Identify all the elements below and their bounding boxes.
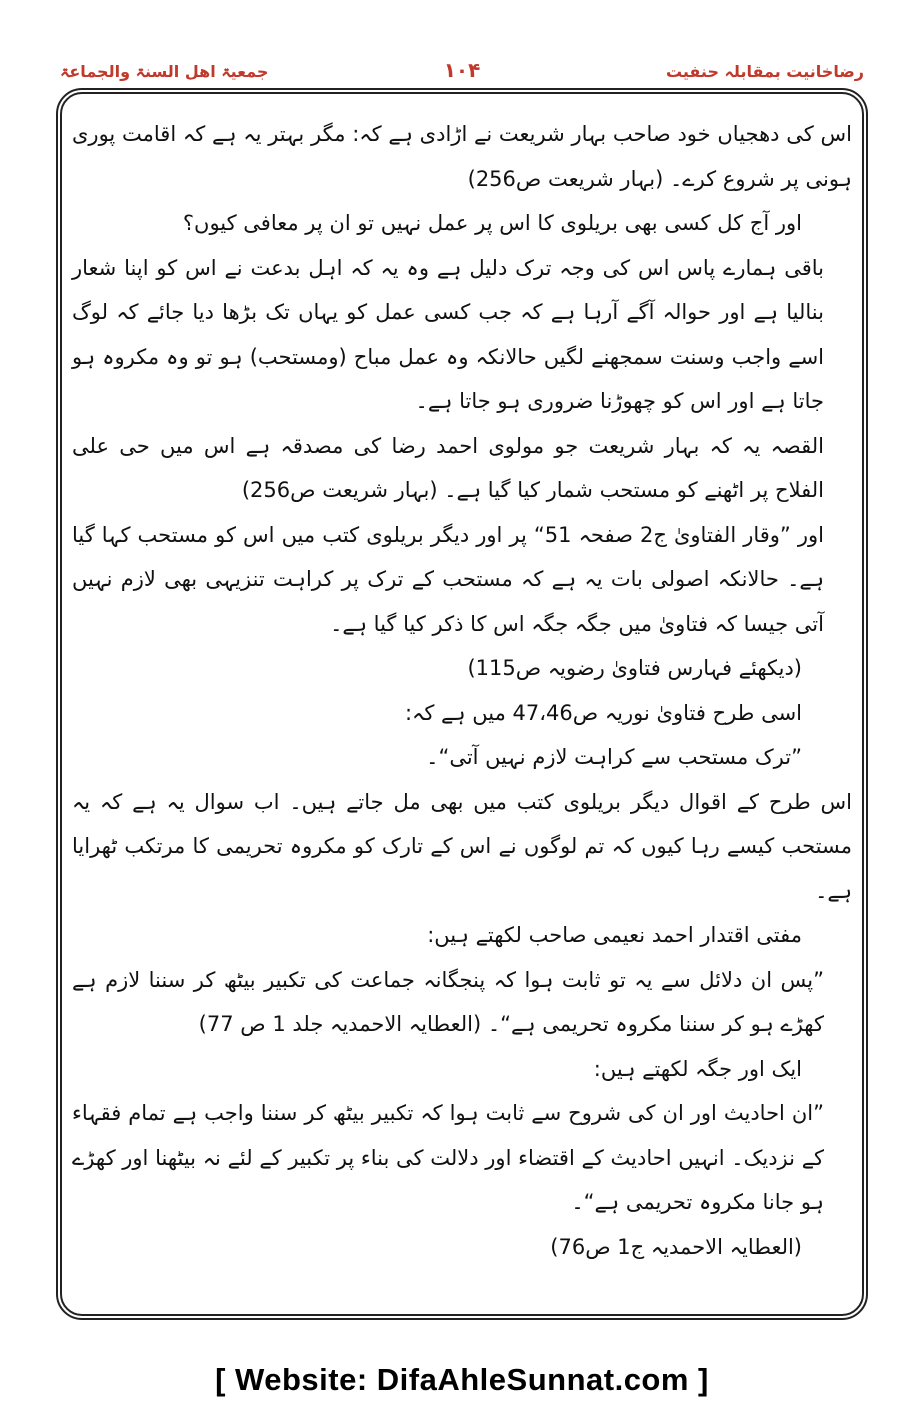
quote: ”ترک مستحب سے کراہت لازم نہیں آتی“۔ xyxy=(426,745,802,769)
paragraph: ایک اور جگہ لکھتے ہیں: xyxy=(593,1056,802,1081)
quote: ”پس ان دلائل سے یہ تو ثابت ہوا کہ پنجگانہ جماعت کی تکبیر بیٹھ کر سننا لازم ہے کھڑے ہو کر سننا مکروہ تحریمی ہے“۔ (العطایہ الاحمدیہ جلد 1 ص 77) xyxy=(72,967,824,1036)
header-left-title: جمعیۃ اھل السنۃ والجماعۃ xyxy=(60,62,269,81)
paragraph: باقی ہمارے پاس اس کی وجہ ترک دلیل ہے وہ یہ کہ اہل بدعت نے اس کو اپنا شعار بنالیا ہے اور حوالہ آگے آرہا ہے کہ جب کسی عمل کو یہاں تک بڑھا دیا جائے کہ لوگ اسے واجب وسنت سمجھنے لگیں حالانکہ وہ عمل مباح (ومستحب) ہو تو وہ مکروہ ہو جاتا ہے اور اس کو چھوڑنا ضروری ہو جاتا ہے۔ xyxy=(72,255,824,413)
page-number: ۱۰۴ xyxy=(443,58,481,82)
quote: ”ان احادیث اور ان کی شروح سے ثابت ہوا کہ تکبیر بیٹھ کر سننا واجب ہے تمام فقہاء کے نزدیک۔ انہیں احادیث کے اقتضاء اور دلالت کی بناء پر تکبیر کے لئے نہ بیٹھنا اور کھڑے ہو جانا مکروہ تحریمی ہے“۔ xyxy=(72,1101,824,1214)
citation: (العطایہ الاحمدیہ ج1 ص76) xyxy=(550,1234,802,1259)
citation: (دیکھئے فہارس فتاویٰ رضویہ ص115) xyxy=(467,656,802,680)
paragraph: اس طرح کے اقوال دیگر بریلوی کتب میں بھی مل جاتے ہیں۔ اب سوال یہ ہے کہ یہ مستحب کیسے رہا کیوں کہ تم لوگوں نے اس کے تارک کو مکروہ تحریمی کا مرتکب ٹھرایا ہے۔ xyxy=(72,789,852,903)
paragraph: اسی طرح فتاویٰ نوریہ ص47،46 میں ہے کہ: xyxy=(404,700,802,725)
paragraph: اور ”وقار الفتاویٰ ج2 صفحہ 51“ پر اور دیگر بریلوی کتب میں اس کو مستحب کہا گیا ہے۔ حالانکہ اصولی بات یہ ہے کہ مستحب کے ترک پر کراہت تنزیہی بھی لازم نہیں آتی جیسا کہ فتاویٰ میں جگہ جگہ اس کا ذکر کیا گیا ہے۔ xyxy=(72,522,824,636)
paragraph: اور آج کل کسی بھی بریلوی کا اس پر عمل نہیں تو ان پر معافی کیوں؟ xyxy=(182,211,802,235)
paragraph: اس کی دھجیاں خود صاحب بہار شریعت نے اڑادی ہے کہ: مگر بہتر یہ ہے کہ اقامت پوری ہونی پر شروع کرے۔ (بہار شریعت ص256) xyxy=(72,122,852,191)
header-book-title: رضاخانیت بمقابلہ حنفیت xyxy=(665,62,864,81)
paragraph: القصہ یہ کہ بہار شریعت جو مولوی احمد رضا کی مصدقہ ہے اس میں حی علی الفلاح پر اٹھنے کو مستحب شمار کیا گیا ہے۔ (بہار شریعت ص256) xyxy=(72,433,824,502)
website-footer: [ Website: DifaAhleSunnat.com ] xyxy=(215,1362,709,1397)
page-body xyxy=(72,112,852,1302)
page-header xyxy=(60,58,864,88)
paragraph: مفتی اقتدار احمد نعیمی صاحب لکھتے ہیں: xyxy=(427,923,802,947)
